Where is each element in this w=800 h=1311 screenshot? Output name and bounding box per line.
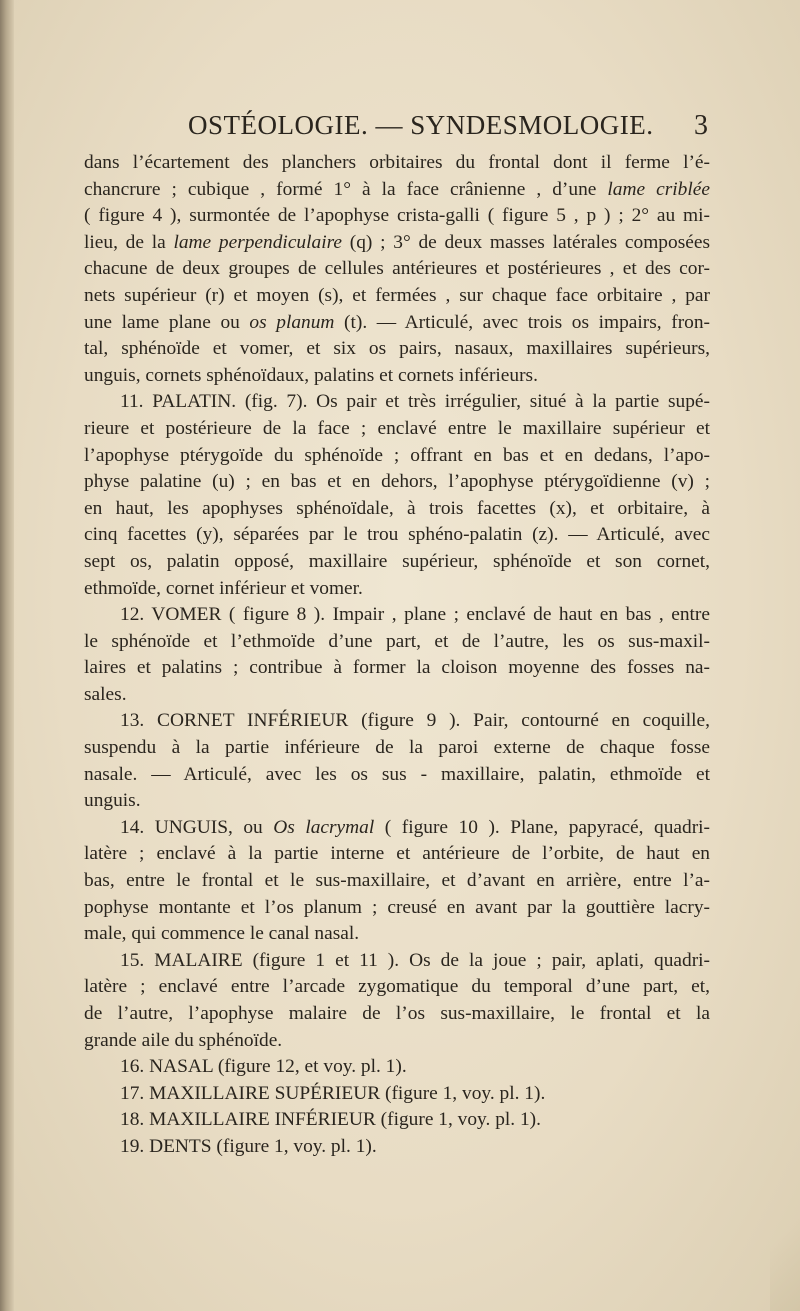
- text-line: [84, 203, 710, 230]
- text-segment: latère ; enclavé à la partie interne et antérieure de l’orbite, de haut en: [84, 843, 710, 865]
- text-line: [84, 150, 710, 177]
- body-text: [84, 150, 710, 1161]
- text-segment: nets supérieur (r) et moyen (s), et fermées , sur chaque face orbitaire , par: [84, 284, 710, 306]
- text-line: [84, 841, 710, 868]
- text-segment: physe palatine (u) ; en bas et en dehors, l’apophyse ptérygoïdienne (v) ;: [84, 471, 710, 493]
- text-line: [84, 948, 710, 975]
- text-line: [84, 1081, 710, 1108]
- text-line: [84, 1134, 710, 1161]
- italic-term: lame criblée: [607, 178, 710, 200]
- text-segment: 17. MAXILLAIRE SUPÉRIEUR (figure 1, voy. pl. 1).: [120, 1082, 546, 1104]
- text-segment: chancrure ; cubique , formé 1° à la face crânienne , d’une: [84, 178, 608, 200]
- text-line: [84, 921, 710, 948]
- text-line: [84, 762, 710, 789]
- text-segment: chacune de deux groupes de cellules antérieures et postérieures , et des cor-: [84, 258, 710, 280]
- text-line: [84, 230, 710, 257]
- page-corner-shading: [770, 1151, 800, 1311]
- text-line: [84, 655, 710, 682]
- text-segment: 19. DENTS (figure 1, voy. pl. 1).: [120, 1135, 377, 1157]
- text-segment: dans l’écartement des planchers orbitaires du frontal dont il ferme l’é-: [84, 152, 710, 173]
- text-line: [84, 496, 710, 523]
- text-line: [84, 283, 710, 310]
- text-segment: lieu, de la: [84, 231, 174, 253]
- text-segment: 13. CORNET INFÉRIEUR (figure 9 ). Pair, contourné en coquille,: [120, 710, 710, 732]
- text-segment: (q) ; 3° de deux masses latérales composées: [342, 231, 710, 253]
- text-segment: tal, sphénoïde et vomer, et six os pairs, nasaux, maxillaires supérieurs,: [84, 338, 710, 360]
- page-spine-shadow: [0, 0, 14, 1311]
- text-line: [84, 1054, 710, 1081]
- text-segment: rieure et postérieure de la face ; enclavé entre le maxillaire supérieur et: [84, 417, 710, 439]
- text-segment: unguis.: [84, 790, 141, 812]
- text-line: [84, 868, 710, 895]
- text-line: [84, 974, 710, 1001]
- running-title: OSTÉOLOGIE. — SYNDESMOLOGIE.: [188, 110, 654, 140]
- text-line: [84, 522, 710, 549]
- text-segment: une lame plane ou: [84, 311, 250, 333]
- text-segment: male, qui commence le canal nasal.: [84, 923, 360, 945]
- text-segment: latère ; enclavé entre l’arcade zygomatique du temporal d’une part, et,: [84, 976, 710, 998]
- text-line: [84, 336, 710, 363]
- text-segment: ( figure 4 ), surmontée de l’apophyse crista-galli ( figure 5 , p ) ; 2° au mi-: [84, 205, 710, 227]
- text-segment: de l’autre, l’apophyse malaire de l’os sus-maxillaire, le frontal et la: [84, 1003, 710, 1024]
- text-line: [84, 389, 710, 416]
- page-number: 3: [694, 110, 708, 141]
- text-line: [84, 1107, 710, 1134]
- text-line: [84, 629, 710, 656]
- text-line: [84, 895, 710, 922]
- text-line: [84, 788, 710, 815]
- text-segment: laires et palatins ; contribue à former la cloison moyenne des fosses na-: [84, 657, 710, 679]
- text-segment: 14. UNGUIS, ou: [120, 816, 274, 838]
- text-segment: cinq facettes (y), séparées par le trou sphéno-palatin (z). — Articulé, avec: [84, 524, 710, 546]
- text-segment: grande aile du sphénoïde.: [84, 1029, 283, 1051]
- text-segment: 15. MALAIRE (figure 1 et 11 ). Os de la joue ; pair, aplati, quadri-: [120, 949, 710, 971]
- italic-term: os planum: [249, 311, 335, 333]
- text-line: [84, 815, 710, 842]
- italic-term: lame perpendiculaire: [173, 231, 343, 253]
- italic-term: Os lacrymal: [273, 816, 375, 838]
- text-segment: 18. MAXILLAIRE INFÉRIEUR (figure 1, voy. pl. 1).: [120, 1109, 541, 1131]
- text-segment: sept os, palatin opposé, maxillaire supérieur, sphénoïde et son cornet,: [84, 550, 710, 572]
- text-segment: 16. NASAL (figure 12, et voy. pl. 1).: [120, 1056, 407, 1078]
- text-segment: le sphénoïde et l’ethmoïde d’une part, et de l’autre, les os sus-maxil-: [84, 630, 710, 652]
- text-segment: 12. VOMER ( figure 8 ). Impair , plane ; enclavé de haut en bas , entre: [120, 604, 710, 626]
- text-line: [84, 1001, 710, 1028]
- text-segment: bas, entre le frontal et le sus-maxillaire, et d’avant en arrière, entre l’a-: [84, 870, 710, 892]
- text-line: [84, 443, 710, 470]
- text-segment: suspendu à la partie inférieure de la paroi externe de chaque fosse: [84, 737, 710, 759]
- text-segment: nasale. — Articulé, avec les os sus - maxillaire, palatin, ethmoïde et: [84, 763, 710, 785]
- text-line: [84, 469, 710, 496]
- page-header: [88, 110, 708, 150]
- text-line: [84, 363, 710, 390]
- text-segment: sales.: [84, 683, 127, 705]
- text-line: [84, 602, 710, 629]
- text-segment: l’apophyse ptérygoïde du sphénoïde ; offrant en bas et en dedans, l’apo-: [84, 444, 710, 466]
- text-line: [84, 1028, 710, 1055]
- text-segment: en haut, les apophyses sphénoïdale, à trois facettes (x), et orbitaire, à: [84, 497, 710, 519]
- text-line: [84, 256, 710, 283]
- text-segment: unguis, cornets sphénoïdaux, palatins et cornets inférieurs.: [84, 364, 538, 386]
- text-segment: (t). — Articulé, avec trois os impairs, fron-: [334, 311, 710, 333]
- text-segment: 11. PALATIN. (fig. 7). Os pair et très irrégulier, situé à la partie supé-: [120, 391, 710, 413]
- text-segment: pophyse montante et l’os planum ; creusé en avant par la gouttière lacry-: [84, 896, 710, 918]
- text-line: [84, 310, 710, 337]
- text-line: [84, 735, 710, 762]
- text-line: [84, 682, 710, 709]
- text-line: [84, 416, 710, 443]
- text-line: [84, 708, 710, 735]
- text-line: [84, 549, 710, 576]
- text-segment: ( figure 10 ). Plane, papyracé, quadri-: [374, 816, 710, 838]
- text-segment: ethmoïde, cornet inférieur et vomer.: [84, 577, 363, 599]
- text-line: [84, 576, 710, 603]
- text-line: [84, 177, 710, 204]
